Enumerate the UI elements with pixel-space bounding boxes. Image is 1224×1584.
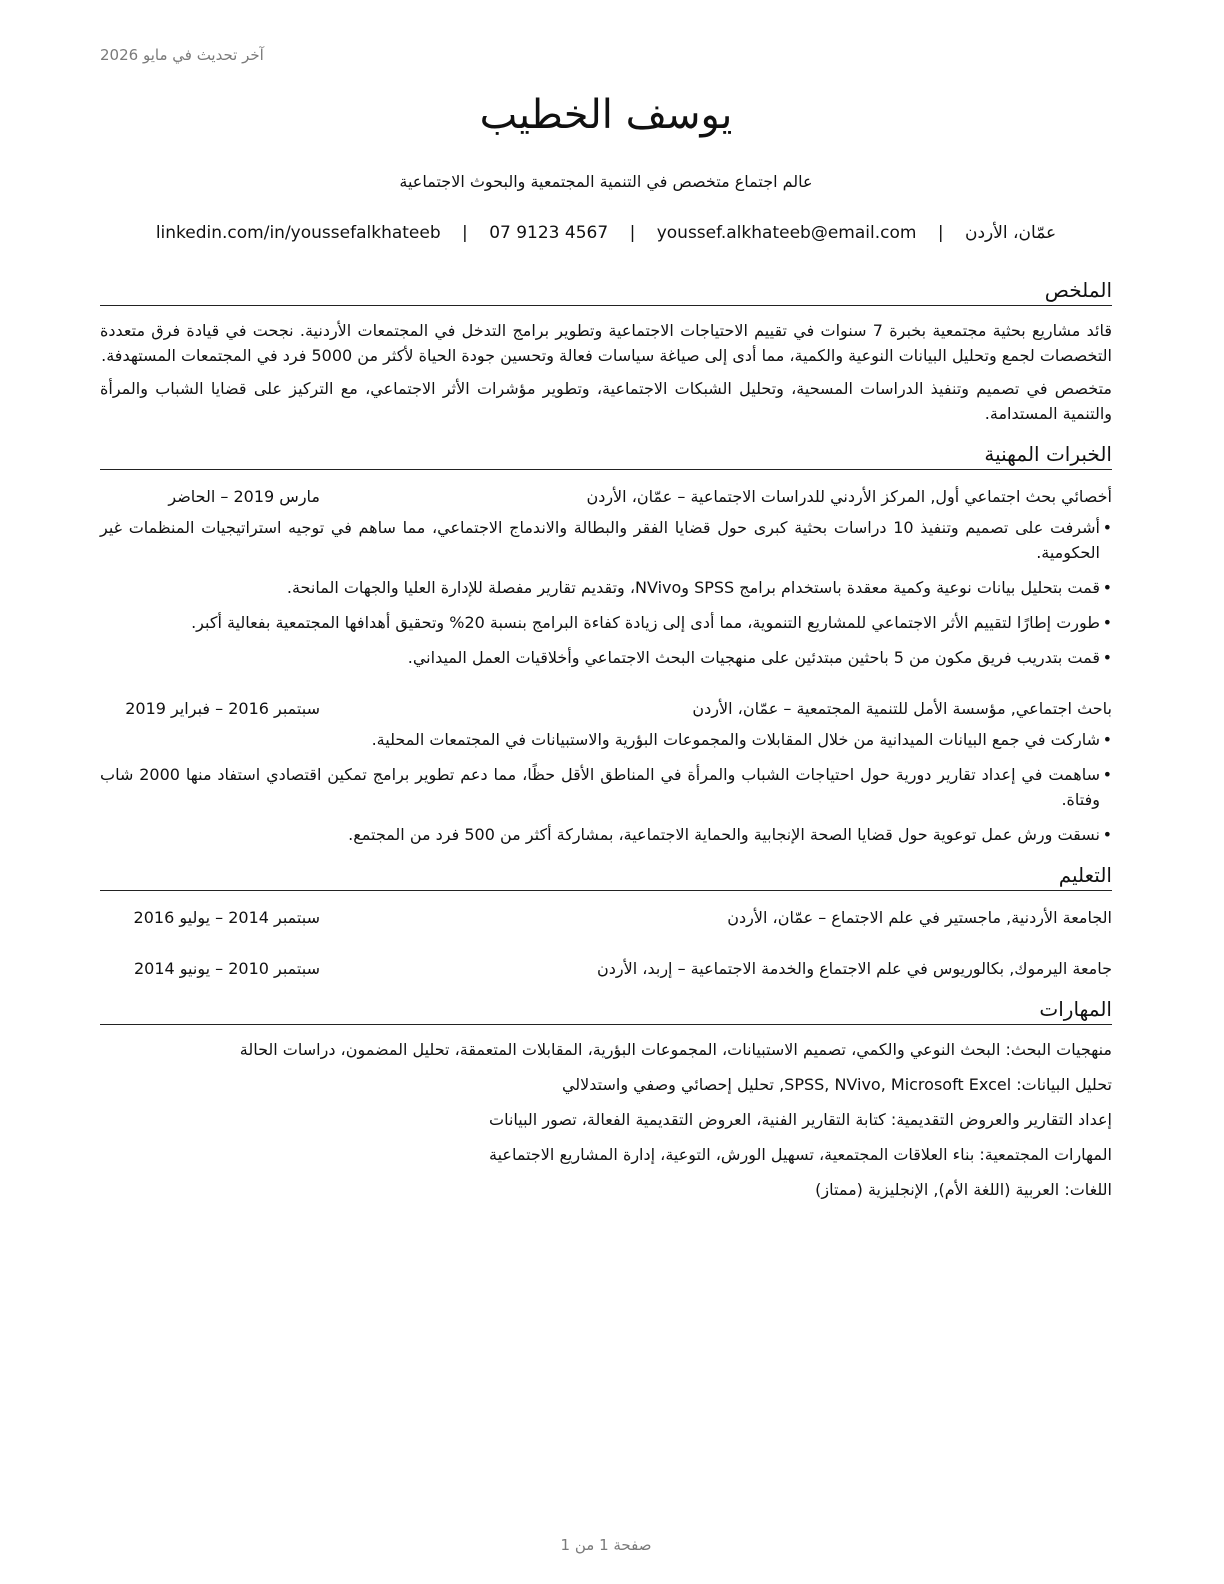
skills-list [100, 1037, 1112, 1202]
list-item: • طورت إطارًا لتقييم الأثر الاجتماعي للمشاريع التنموية، مما أدى إلى زيادة كفاءة البرامج بنسبة 20% وتحقيق أهدافها المجتمعية بفعالية أكبر. [100, 610, 1112, 635]
list-item: • أشرفت على تصميم وتنفيذ 10 دراسات بحثية كبرى حول قضايا الفقر والبطالة والاندماج الاجتماعي، مما ساهم في توجيه استراتيجيات المنظمات غير الحكومية. [100, 515, 1112, 565]
list-item: • قمت بتحليل بيانات نوعية وكمية معقدة باستخدام برامج SPSS وNVivo، وتقديم تقارير مفصلة للإدارة العليا والجهات المانحة. [100, 575, 1112, 600]
resume-content [100, 276, 1112, 1202]
list-item: • شاركت في جمع البيانات الميدانية من خلال المقابلات والمجموعات البؤرية والاستبيانات في المجتمعات المحلية. [100, 727, 1112, 752]
skills-section [100, 995, 1112, 1202]
contact-phone: 07 9123 4567 [489, 223, 609, 243]
contact-separator: | [629, 223, 636, 243]
last-updated: آخر تحديث في مايو 2026 [100, 46, 264, 64]
education-section [100, 861, 1112, 981]
education-text: جامعة اليرموك, بكالوريوس في علم الاجتماع والخدمة الاجتماعية – إربد، الأردن [597, 959, 1112, 978]
job-dates: سبتمبر 2016 – فبراير 2019 [125, 699, 320, 718]
candidate-name: يوسف الخطيب [479, 92, 733, 138]
section-heading: الملخص [100, 276, 1112, 306]
section-heading: المهارات [100, 995, 1112, 1025]
education-entry [100, 905, 1112, 930]
list-item: • قمت بتدريب فريق مكون من 5 باحثين مبتدئين على منهجيات البحث الاجتماعي وأخلاقيات العمل الميداني. [100, 645, 1112, 670]
contact-email[interactable]: youssef.alkhateeb@email.com [656, 223, 917, 243]
education-dates: سبتمبر 2014 – يوليو 2016 [133, 908, 320, 927]
job-header [100, 484, 1112, 509]
list-item: • نسقت ورش عمل توعوية حول قضايا الصحة الإنجابية والحماية الاجتماعية، بمشاركة أكثر من 500 فرد من المجتمع. [100, 822, 1112, 847]
skill-line: المهارات المجتمعية: بناء العلاقات المجتمعية، تسهيل الورش، التوعية، إدارة المشاريع الاجتماعية [488, 1145, 1112, 1164]
summary-paragraph: متخصص في تصميم وتنفيذ الدراسات المسحية، وتحليل الشبكات الاجتماعية، وتطوير مؤشرات الأثر الاجتماعي، مع التركيز على قضايا الشباب والمرأة والتنمية المستدامة. [100, 379, 1112, 423]
contact-location: عمّان، الأردن [964, 223, 1057, 243]
contact-linkedin[interactable]: linkedin.com/in/youssefalkhateeb [155, 223, 441, 243]
job-bullets [100, 515, 1112, 670]
job-title-org: أخصائي بحث اجتماعي أول, المركز الأردني للدراسات الاجتماعية – عمّان، الأردن [586, 487, 1112, 506]
summary-paragraph: قائد مشاريع بحثية مجتمعية بخبرة 7 سنوات في تقييم الاحتياجات الاجتماعية وتطوير برامج التدخل في المجتمعات الأردنية. نجحت في قيادة فرق متعددة التخصصات لجمع وتحليل البيانات النوعية والكمية، مما أدى إلى صياغة سياسات فعالة وتحسين جودة الحياة لأكثر من 5000 فرد في المجتمعات المستهدفة. [100, 321, 1113, 365]
experience-section [100, 440, 1112, 847]
contact-line [100, 223, 1112, 243]
section-heading: الخبرات المهنية [100, 440, 1112, 470]
skill-line: منهجيات البحث: البحث النوعي والكمي، تصميم الاستبيانات، المجموعات البؤرية، المقابلات المتعمقة، تحليل المضمون، دراسات الحالة [239, 1040, 1112, 1059]
section-heading: التعليم [100, 861, 1112, 891]
job-entry [100, 484, 1112, 670]
contact-separator: | [462, 223, 468, 243]
list-item: • ساهمت في إعداد تقارير دورية حول احتياجات الشباب والمرأة في المناطق الأقل حظًا، مما دعم تطوير برامج تمكين اقتصادي استفاد منها 2000 شاب وفتاة. [100, 762, 1112, 812]
job-dates: مارس 2019 – الحاضر [168, 487, 320, 506]
skill-line: اللغات: العربية (اللغة الأم), الإنجليزية (ممتاز) [815, 1180, 1112, 1199]
job-header [100, 696, 1112, 721]
skill-line: إعداد التقارير والعروض التقديمية: كتابة التقارير الفنية، العروض التقديمية الفعالة، تصور البيانات [489, 1110, 1112, 1129]
job-title-org: باحث اجتماعي, مؤسسة الأمل للتنمية المجتمعية – عمّان، الأردن [692, 699, 1112, 718]
skill-line: تحليل البيانات: SPSS, NVivo, Microsoft Excel, تحليل إحصائي وصفي واستدلالي [561, 1075, 1112, 1094]
job-entry [100, 696, 1112, 847]
contact-separator: | [937, 223, 944, 243]
job-bullets [100, 727, 1112, 847]
education-entry [100, 956, 1112, 981]
resume-page [100, 0, 1112, 1584]
candidate-title: عالم اجتماع متخصص في التنمية المجتمعية والبحوث الاجتماعية [399, 172, 813, 191]
page-number: صفحة 1 من 1 [560, 1536, 652, 1554]
education-dates: سبتمبر 2010 – يونيو 2014 [133, 959, 320, 978]
education-text: الجامعة الأردنية, ماجستير في علم الاجتماع – عمّان، الأردن [727, 908, 1112, 927]
summary-section [100, 276, 1112, 426]
